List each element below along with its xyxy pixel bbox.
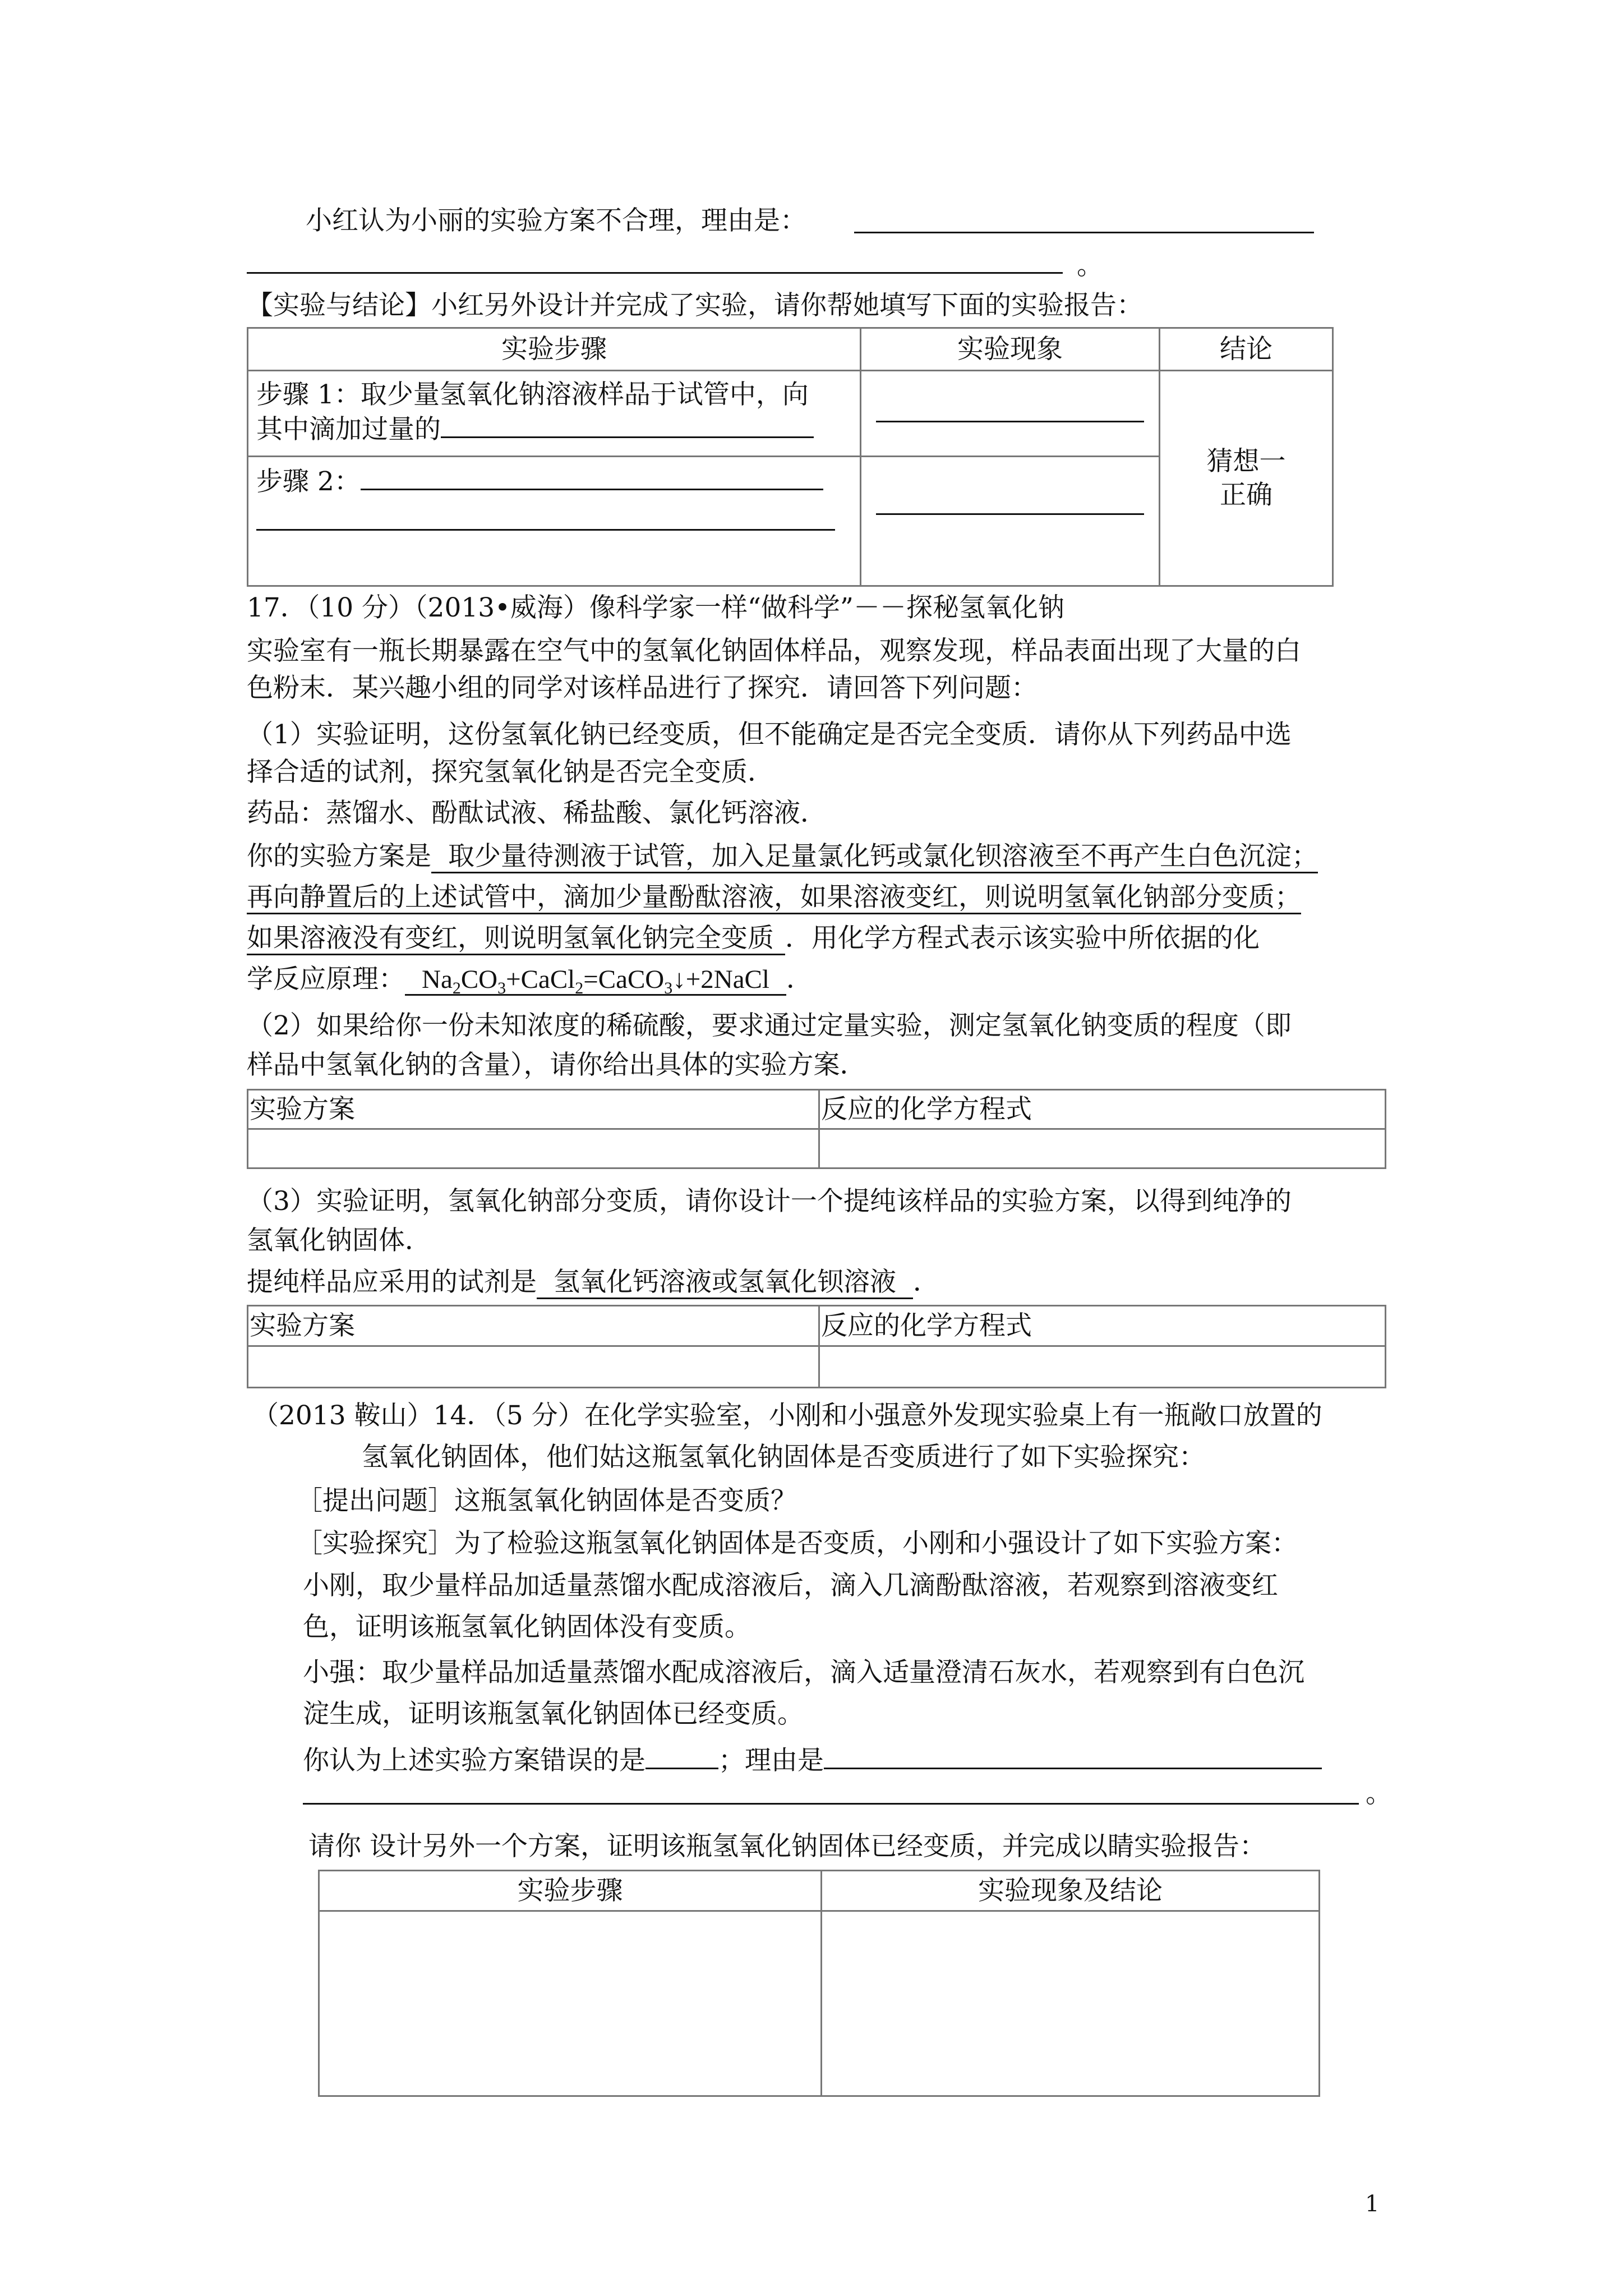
t4-header-steps: 实验步骤 bbox=[319, 1871, 822, 1911]
conclusion-line-b: 正确 bbox=[1220, 479, 1272, 510]
reason-question-text: 小红认为小丽的实验方案不合理，理由是： bbox=[306, 205, 806, 236]
q14-report-table bbox=[318, 1870, 1320, 2097]
step1-reagent-blank[interactable] bbox=[441, 412, 814, 438]
q17-part3-1: （3）实验证明，氢氧化钠部分变质，请你设计一个提纯该样品的实验方案，以得到纯净的 bbox=[247, 1186, 1292, 1217]
q17-plan-answer-1: 取少量待测液于试管，加入足量氯化钙或氯化钡溶液至不再产生白色沉淀； bbox=[431, 841, 1318, 873]
t4-phenomenon-cell[interactable] bbox=[822, 1911, 1320, 2096]
q17-part3-2: 氢氧化钠固体． bbox=[247, 1225, 431, 1256]
eq-sub-3b: 3 bbox=[664, 979, 673, 997]
eq-caco: =CaCO bbox=[583, 965, 665, 994]
t2-plan-cell[interactable] bbox=[248, 1129, 819, 1168]
q17-plan-answer-3: 如果溶液没有变红，则说明氢氧化钠完全变质 bbox=[247, 923, 785, 955]
step1-cell bbox=[248, 371, 861, 457]
t3-equation-cell[interactable] bbox=[819, 1346, 1386, 1388]
q14-question: ［提出问题］这瓶氢氧化钠固体是否变质？ bbox=[296, 1485, 797, 1516]
experiment-conclusion-intro: 【实验与结论】小红另外设计并完成了实验，请你帮她填写下面的实验报告： bbox=[247, 290, 1143, 321]
experiment-report-table bbox=[247, 327, 1334, 587]
eq-sub-2b: 2 bbox=[575, 979, 584, 997]
q14-wrong-line bbox=[303, 1743, 1322, 1778]
q14-title-1: （2013 鞍山）14．（5 分）在化学实验室，小刚和小强意外发现实验桌上有一瓶敞口放置的 bbox=[252, 1400, 1322, 1431]
step1-phenomenon-cell bbox=[861, 371, 1160, 457]
q17-title: 17．（10 分）（2013•威海）像科学家一样“做科学”－－探秘氢氧化钠 bbox=[247, 592, 1064, 623]
eq-cacl: +CaCl bbox=[506, 965, 575, 994]
eq-nacl: ↓+2NaCl bbox=[672, 965, 769, 994]
q17-reagent-answer: 氢氧化钙溶液或氢氧化钡溶液 bbox=[537, 1267, 913, 1299]
step2-blank-2[interactable] bbox=[256, 504, 835, 531]
q17-principle-line bbox=[247, 963, 813, 996]
q17-principle-label: 学反应原理： bbox=[247, 964, 405, 995]
step2-line-2 bbox=[256, 504, 852, 539]
q17-plan-tail: ．用化学方程式表示该实验中所依据的化 bbox=[785, 923, 1260, 954]
reason-question bbox=[306, 204, 806, 238]
q17-plan-line-1 bbox=[247, 840, 1318, 873]
step1-phenomenon-blank[interactable] bbox=[876, 394, 1144, 422]
q17-part2-2: 样品中氢氧化钠的含量），请你给出具体的实验方案． bbox=[247, 1050, 866, 1080]
t2-header-equation: 反应的化学方程式 bbox=[819, 1090, 1386, 1129]
t3-plan-cell[interactable] bbox=[248, 1346, 819, 1388]
q14-xiaoqiang-1: 小强：取少量样品加适量蒸馏水配成溶液后，滴入适量澄清石灰水，若观察到有白色沉 bbox=[303, 1657, 1304, 1688]
q17-reagent-end: ． bbox=[913, 1267, 939, 1297]
q14-wrong-label: 你认为上述实验方案错误的是 bbox=[303, 1745, 645, 1776]
eq-na: Na bbox=[422, 965, 453, 994]
t2-header-plan: 实验方案 bbox=[248, 1090, 819, 1129]
purification-plan-table bbox=[247, 1305, 1386, 1388]
quantitative-plan-table bbox=[247, 1089, 1386, 1169]
step1-line-b bbox=[256, 412, 852, 447]
step2-label: 步骤 2： bbox=[256, 466, 361, 497]
t2-equation-cell[interactable] bbox=[819, 1129, 1386, 1168]
q17-plan-answer-2: 再向静置后的上述试管中，滴加少量酚酞溶液，如果溶液变红，则说明氢氧化钠部分变质； bbox=[247, 882, 1301, 914]
q17-plan-line-3 bbox=[247, 922, 1260, 955]
step1-line-b-text: 其中滴加过量的 bbox=[256, 414, 441, 445]
conclusion-cell bbox=[1160, 371, 1333, 586]
reason-blank-2[interactable] bbox=[247, 272, 1063, 274]
q14-period: 。 bbox=[1366, 1778, 1392, 1809]
q14-design: 请你 设计另外一个方案，证明该瓶氢氧化钠固体已经变质，并完成以睛实验报告： bbox=[308, 1831, 1266, 1862]
table-header-conclusion: 结论 bbox=[1160, 328, 1333, 371]
q17-reagent-label: 提纯样品应采用的试剂是 bbox=[247, 1267, 537, 1297]
q17-principle-end: ． bbox=[786, 964, 813, 995]
q17-intro-2: 色粉末．某兴趣小组的同学对该样品进行了探究．请回答下列问题： bbox=[247, 673, 1038, 703]
reason-blank-1[interactable] bbox=[854, 232, 1314, 233]
step2-cell bbox=[248, 457, 861, 586]
t3-header-plan: 实验方案 bbox=[248, 1306, 819, 1346]
step2-blank-1[interactable] bbox=[361, 464, 823, 490]
q14-reason-blank-1[interactable] bbox=[824, 1743, 1322, 1769]
q17-part1-1: （1）实验证明，这份氢氧化钠已经变质，但不能确定是否完全变质．请你从下列药品中选 bbox=[247, 719, 1292, 750]
q17-reagent-line bbox=[247, 1266, 939, 1299]
q14-wrong-mid: ；理由是 bbox=[718, 1745, 824, 1776]
q14-title-2: 氢氧化钠固体，他们姑这瓶氢氧化钠固体是否变质进行了如下实验探究： bbox=[362, 1442, 1205, 1473]
t4-header-phenomenon: 实验现象及结论 bbox=[822, 1871, 1320, 1911]
q17-part2-1: （2）如果给你一份未知浓度的稀硫酸，要求通过定量实验，测定氢氧化钠变质的程度（即 bbox=[247, 1010, 1292, 1041]
q17-drugs: 药品：蒸馏水、酚酞试液、稀盐酸、氯化钙溶液． bbox=[247, 798, 827, 829]
q17-intro-1: 实验室有一瓶长期暴露在空气中的氢氧化钠固体样品，观察发现，样品表面出现了大量的白 bbox=[247, 636, 1301, 666]
q17-part1-2: 择合适的试剂，探究氢氧化钠是否完全变质． bbox=[247, 757, 774, 788]
q14-wrong-blank[interactable] bbox=[645, 1743, 718, 1769]
page-number: 1 bbox=[1365, 2191, 1380, 2217]
q17-equation bbox=[405, 965, 786, 996]
eq-co: CO bbox=[460, 965, 498, 994]
reason-period: 。 bbox=[1077, 250, 1103, 281]
eq-sub-2a: 2 bbox=[452, 979, 461, 997]
step2-line bbox=[256, 464, 852, 499]
table-header-phenomenon: 实验现象 bbox=[861, 328, 1160, 371]
q14-xiaogang-1: 小刚，取少量样品加适量蒸馏水配成溶液后，滴入几滴酚酞溶液，若观察到溶液变红 bbox=[303, 1570, 1278, 1601]
step1-line-a: 步骤 1：取少量氢氧化钠溶液样品于试管中，向 bbox=[256, 379, 809, 410]
eq-sub-3a: 3 bbox=[497, 979, 506, 997]
step2-phenomenon-blank[interactable] bbox=[876, 486, 1144, 515]
step2-phenomenon-cell bbox=[861, 457, 1160, 586]
q14-xiaogang-2: 色，证明该瓶氢氧化钠固体没有变质。 bbox=[303, 1612, 751, 1642]
q17-plan-line-2 bbox=[247, 881, 1301, 914]
q14-explore: ［实验探究］为了检验这瓶氢氧化钠固体是否变质，小刚和小强设计了如下实验方案： bbox=[296, 1528, 1298, 1559]
conclusion-line-a: 猜想一 bbox=[1206, 445, 1286, 477]
table-header-steps: 实验步骤 bbox=[248, 328, 861, 371]
t3-header-equation: 反应的化学方程式 bbox=[819, 1306, 1386, 1346]
q14-reason-blank-2[interactable] bbox=[303, 1803, 1359, 1805]
q17-plan-label: 你的实验方案是 bbox=[247, 841, 431, 872]
t4-steps-cell[interactable] bbox=[319, 1911, 822, 2096]
q14-xiaoqiang-2: 淀生成，证明该瓶氢氧化钠固体已经变质。 bbox=[303, 1699, 804, 1729]
